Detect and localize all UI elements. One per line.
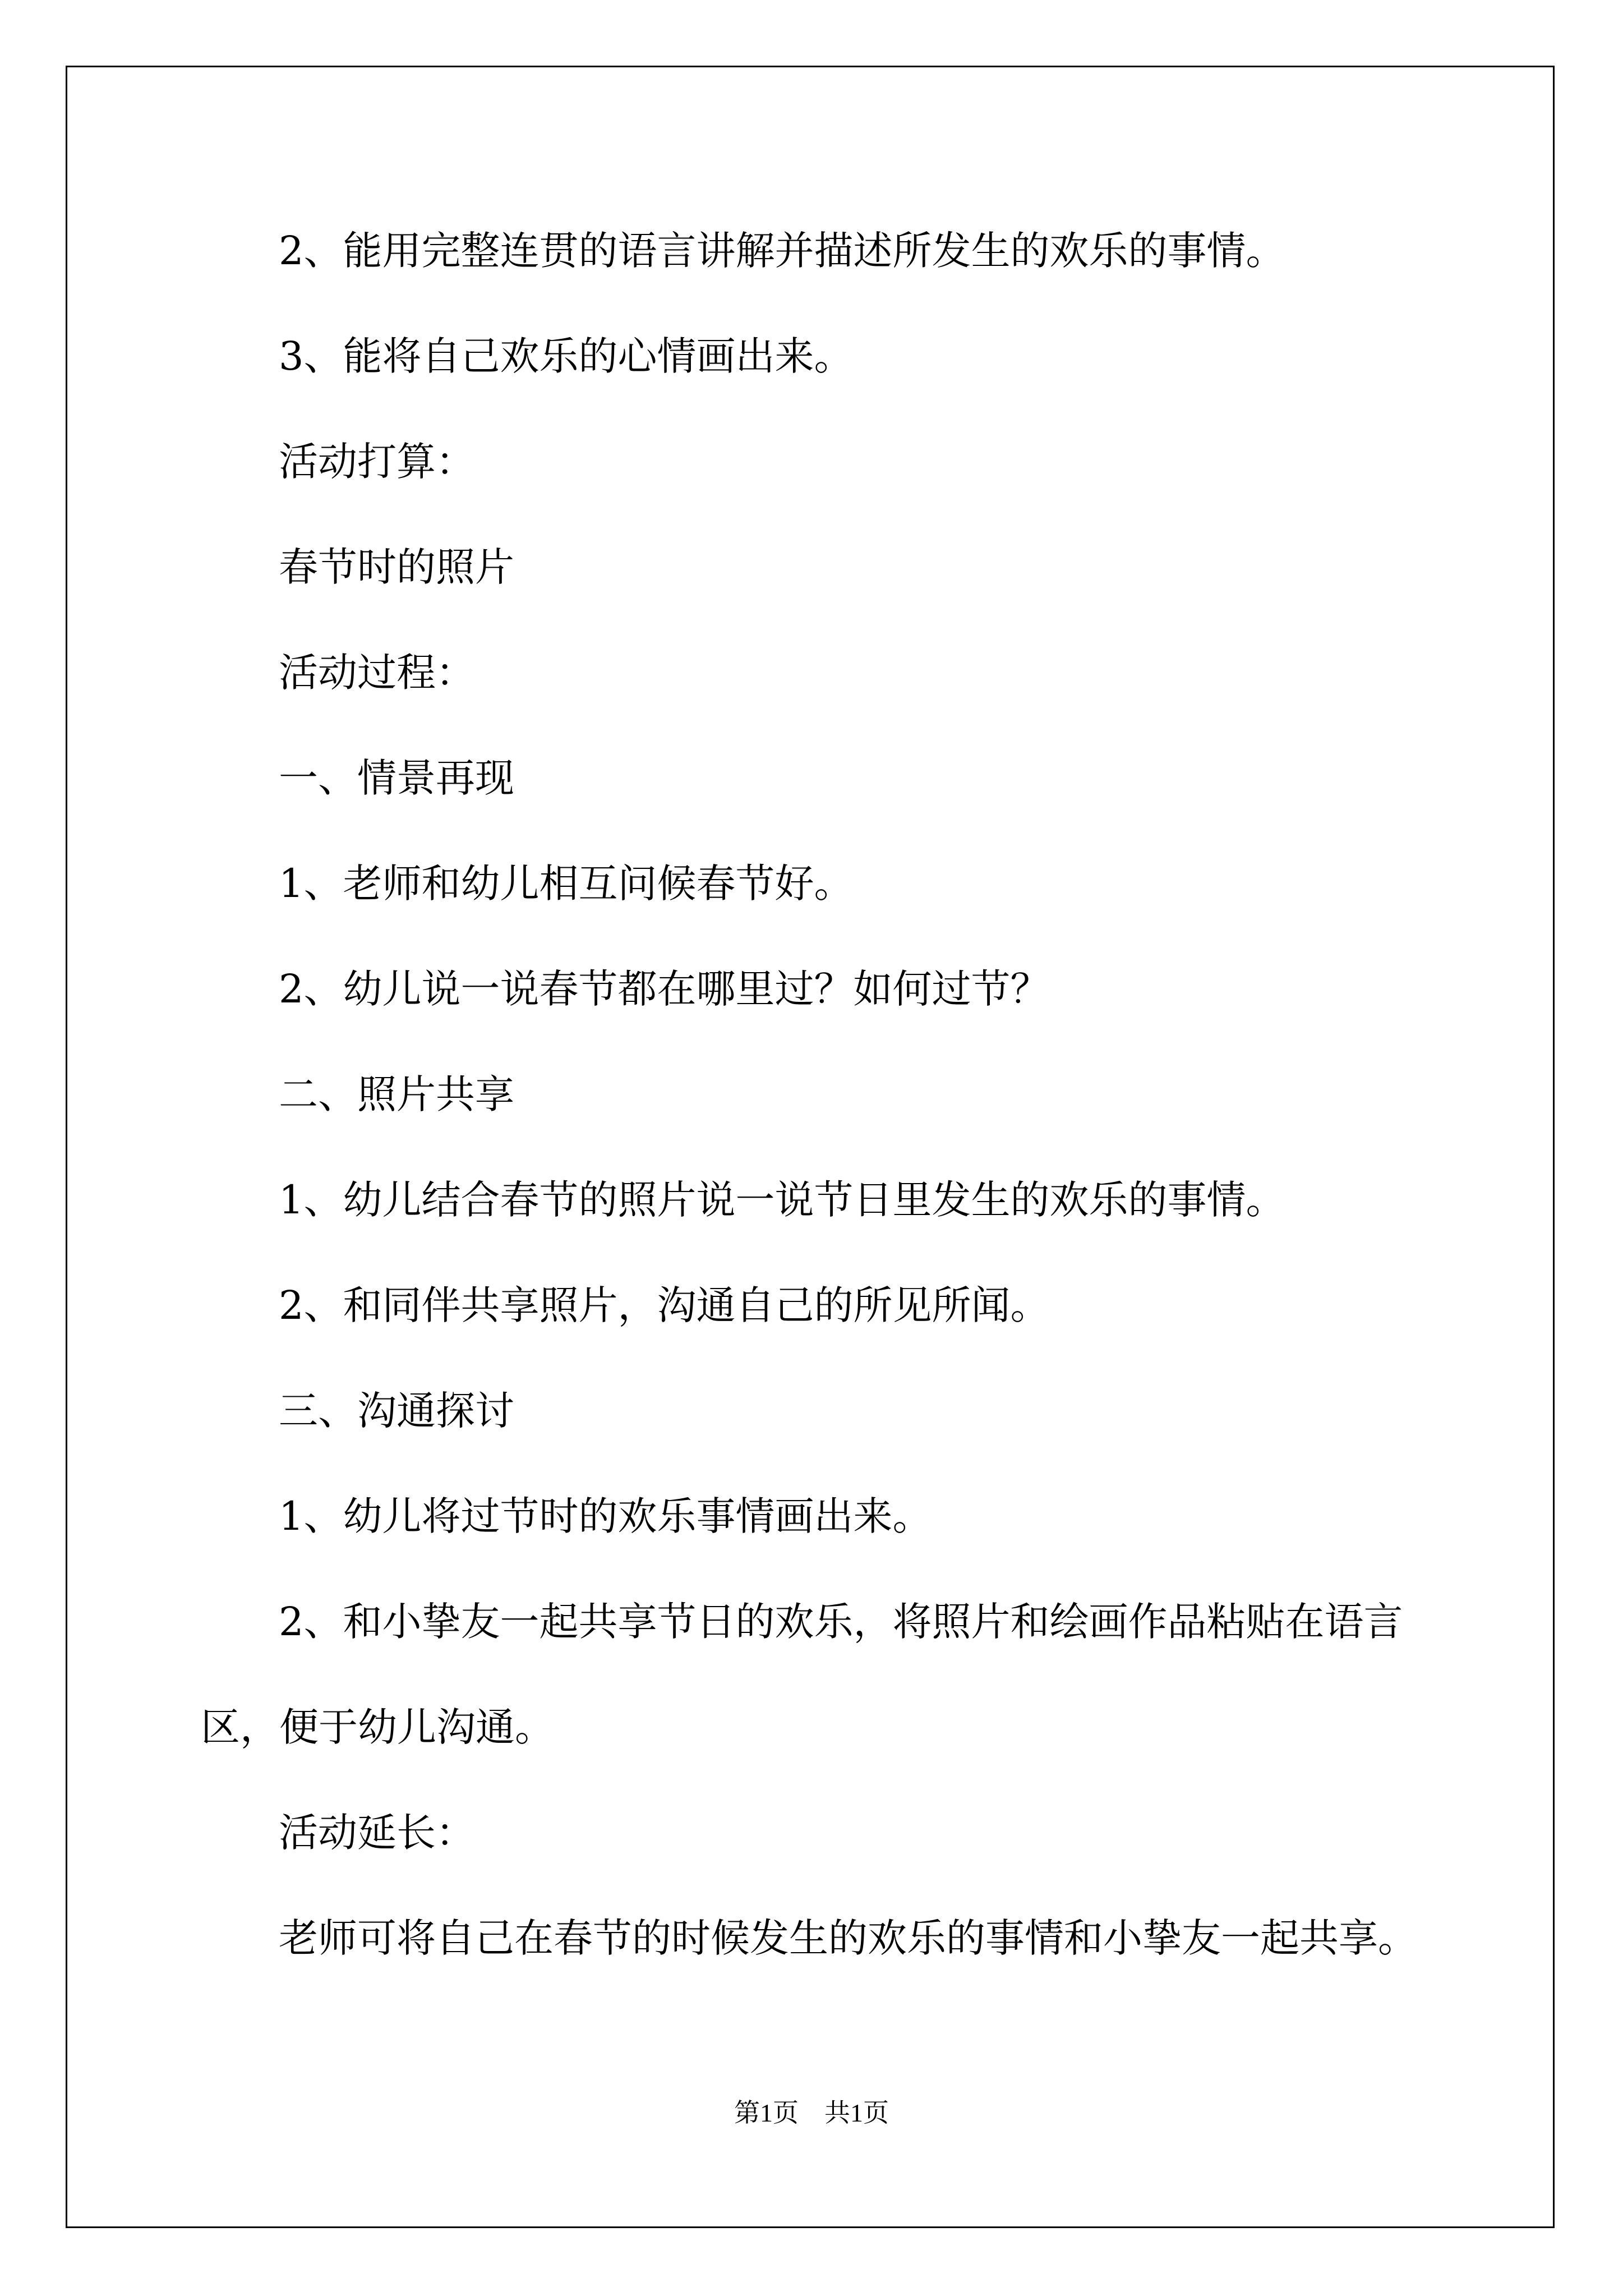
list-item: 2、和小挚友一起共享节日的欢乐，将照片和绘画作品粘贴在语言 [279, 1599, 1403, 1645]
page-border [66, 66, 1555, 2228]
list-item: 1、幼儿将过节时的欢乐事情画出来。 [279, 1493, 932, 1539]
list-item-continuation: 区，便于幼儿沟通。 [201, 1704, 554, 1750]
list-item: 1、老师和幼儿相互问候春节好。 [279, 861, 854, 907]
section-heading-1: 一、情景再现 [279, 755, 514, 801]
paragraph-materials: 春节时的照片 [279, 544, 514, 590]
section-heading-2: 二、照片共享 [279, 1071, 514, 1117]
list-item: 2、幼儿说一说春节都在哪里过？如何过节？ [279, 966, 1050, 1012]
paragraph-extension: 老师可将自己在春节的时候发生的欢乐的事情和小挚友一起共享。 [279, 1915, 1417, 1961]
section-heading-3: 三、沟通探讨 [279, 1388, 514, 1434]
paragraph-goal-2: 2、能用完整连贯的语言讲解并描述所发生的欢乐的事情。 [279, 228, 1285, 274]
heading-process: 活动过程： [279, 650, 475, 696]
list-item: 2、和同伴共享照片，沟通自己的所见所闻。 [279, 1282, 1050, 1328]
paragraph-goal-3: 3、能将自己欢乐的心情画出来。 [279, 333, 854, 379]
heading-extension: 活动延长： [279, 1810, 475, 1856]
heading-preparation: 活动打算： [279, 439, 475, 485]
page-number-footer: 第1页 共1页 [734, 2099, 889, 2127]
list-item: 1、幼儿结合春节的照片说一说节日里发生的欢乐的事情。 [279, 1177, 1285, 1223]
